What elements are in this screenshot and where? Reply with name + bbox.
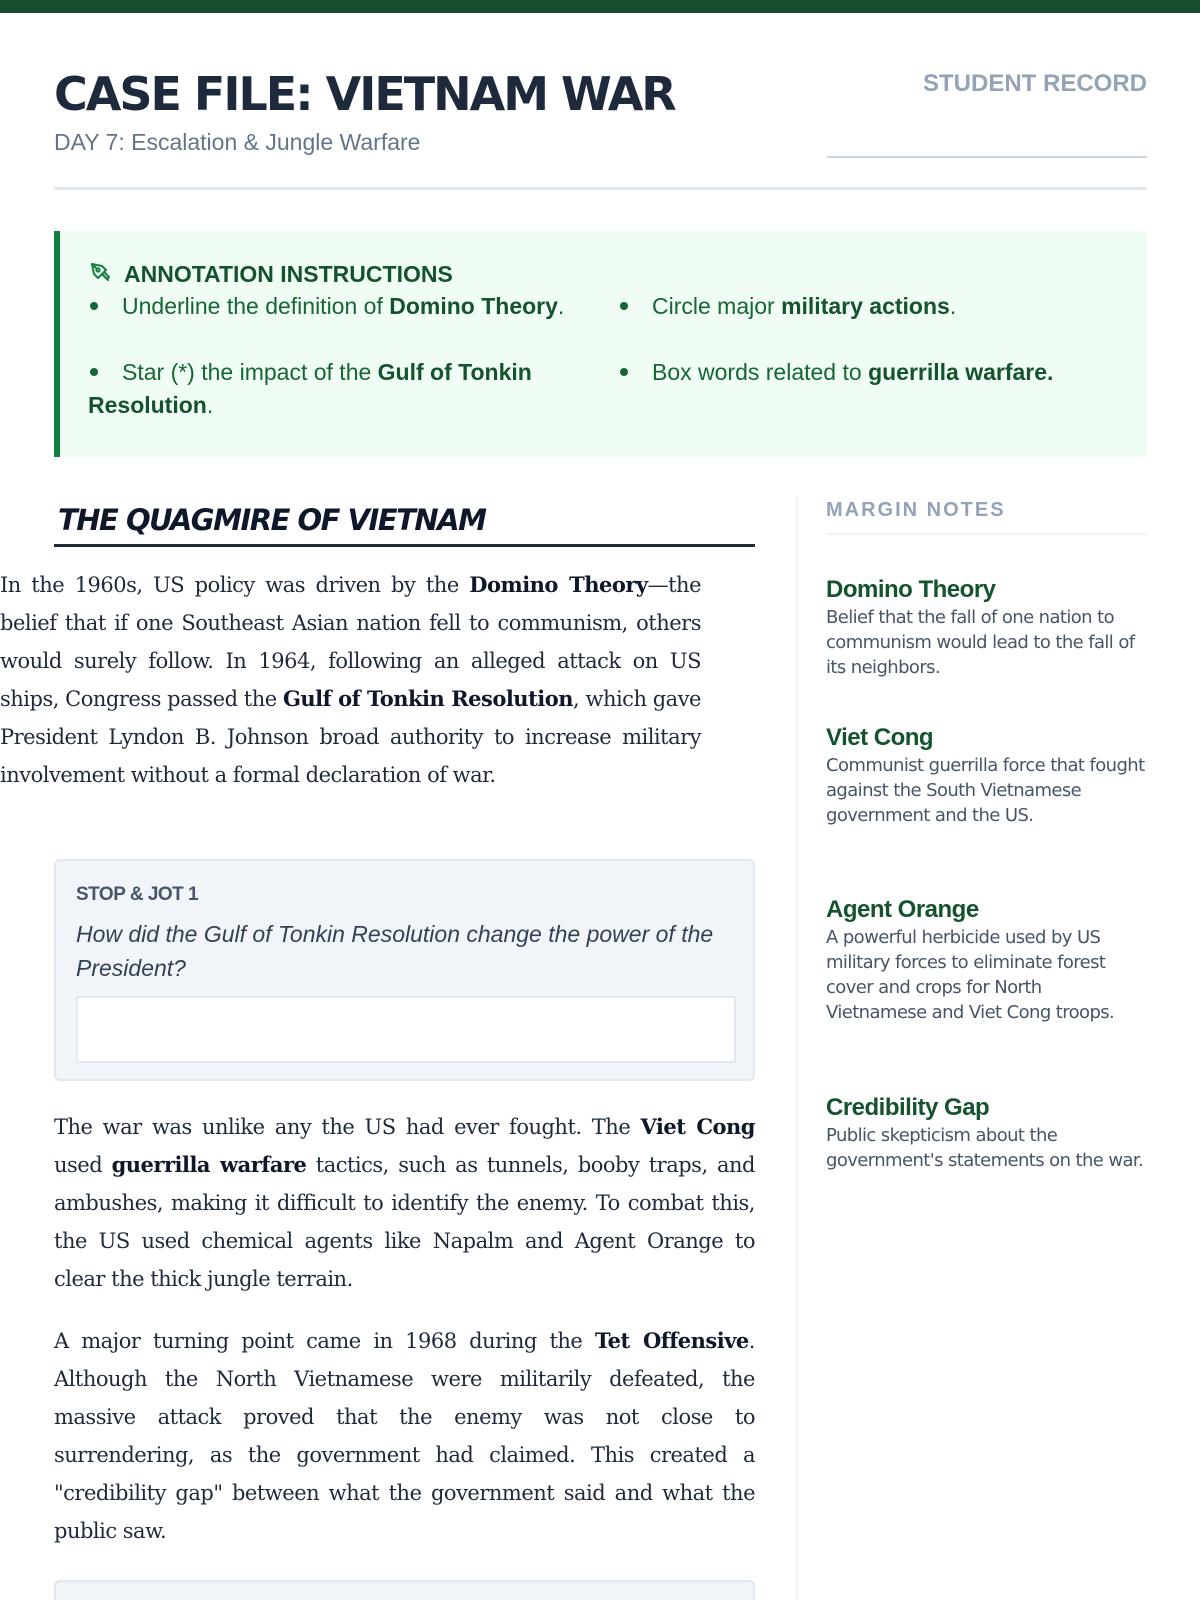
note-term: Viet Cong	[826, 724, 934, 751]
note-definition: Communist guerrilla force that fought against the South Vietnamese government and the US.	[826, 755, 1145, 826]
stop-and-jot-answer-input[interactable]	[76, 996, 736, 1063]
stop-and-jot-box-2	[54, 1580, 755, 1600]
instruction-item: Underline the definition of Domino Theory.	[88, 290, 578, 323]
note-term: Agent Orange	[826, 896, 979, 923]
student-record-label: STUDENT RECORD	[922, 70, 1147, 97]
bullet-icon	[90, 302, 98, 310]
reading-paragraph: A major turning point came in 1968 during the Tet Offensive. Although the North Vietnamese were militarily defeated, the massive attack proved that the enemy was not close to surrendering, as the government had claimed. This created a "credibility gap" between what the government said and what the public saw.	[54, 1328, 755, 1543]
margin-note	[826, 895, 1147, 1025]
instruction-item: Star (*) the impact of the Gulf of Tonkin Resolution.	[88, 359, 532, 418]
instruction-item: Circle major military actions.	[618, 290, 1138, 323]
reading-paragraph: The war was unlike any the US had ever fought. The Viet Cong used guerrilla warfare tactics, such as tunnels, booby traps, and ambushes, making it difficult to identify the enemy. To combat this, the US used chemical agents like Napalm and Agent Orange to clear the thick jungle terrain.	[54, 1114, 755, 1291]
reading-paragraph: In the 1960s, US policy was driven by the Domino Theory—the belief that if one Southeast Asian nation fell to communism, others would surely follow. In 1964, following an alleged attack on US ships, Congress passed the Gulf of Tonkin Resolution, which gave President Lyndon B. Johnson broad authority to increase military involvement without a formal declaration of war.	[0, 572, 702, 787]
annotation-instructions	[54, 231, 1147, 457]
margin-notes-title: MARGIN NOTES	[826, 497, 1147, 535]
note-term: Credibility Gap	[826, 1094, 990, 1121]
pen-nib-icon	[88, 260, 112, 289]
stop-and-jot-box	[54, 859, 755, 1081]
instruction-item: Box words related to guerrilla warfare.	[618, 356, 1138, 389]
instructions-title: ANNOTATION INSTRUCTIONS	[124, 261, 453, 287]
student-record-line	[827, 156, 1147, 158]
page-subtitle: DAY 7: Escalation & Jungle Warfare	[54, 129, 421, 155]
instructions-header	[88, 259, 453, 289]
bullet-icon	[620, 368, 628, 376]
sidebar-divider	[796, 497, 798, 1600]
margin-note	[826, 575, 1147, 680]
section-title: THE QUAGMIRE OF VIETNAM	[54, 500, 755, 547]
page-header	[54, 62, 1147, 190]
bullet-icon	[90, 368, 98, 376]
stop-and-jot-label: STOP & JOT 1	[76, 884, 199, 905]
note-definition: Belief that the fall of one nation to communism would lead to the fall of its neighbors.	[826, 607, 1135, 678]
page-title: CASE FILE: VIETNAM WAR	[54, 67, 675, 121]
stop-and-jot-question: How did the Gulf of Tonkin Resolution change the power of the President?	[76, 921, 714, 981]
bullet-icon	[620, 302, 628, 310]
reading-section	[54, 500, 755, 547]
note-definition: Public skepticism about the government's statements on the war.	[826, 1125, 1144, 1171]
note-definition: A powerful herbicide used by US military forces to eliminate forest cover and crops for North Vietnamese and Viet Cong troops.	[826, 927, 1115, 1023]
margin-notes-sidebar	[826, 497, 1147, 1171]
margin-note	[826, 723, 1147, 828]
top-accent-bar	[0, 0, 1200, 13]
note-term: Domino Theory	[826, 576, 996, 603]
margin-note	[826, 1093, 1147, 1173]
